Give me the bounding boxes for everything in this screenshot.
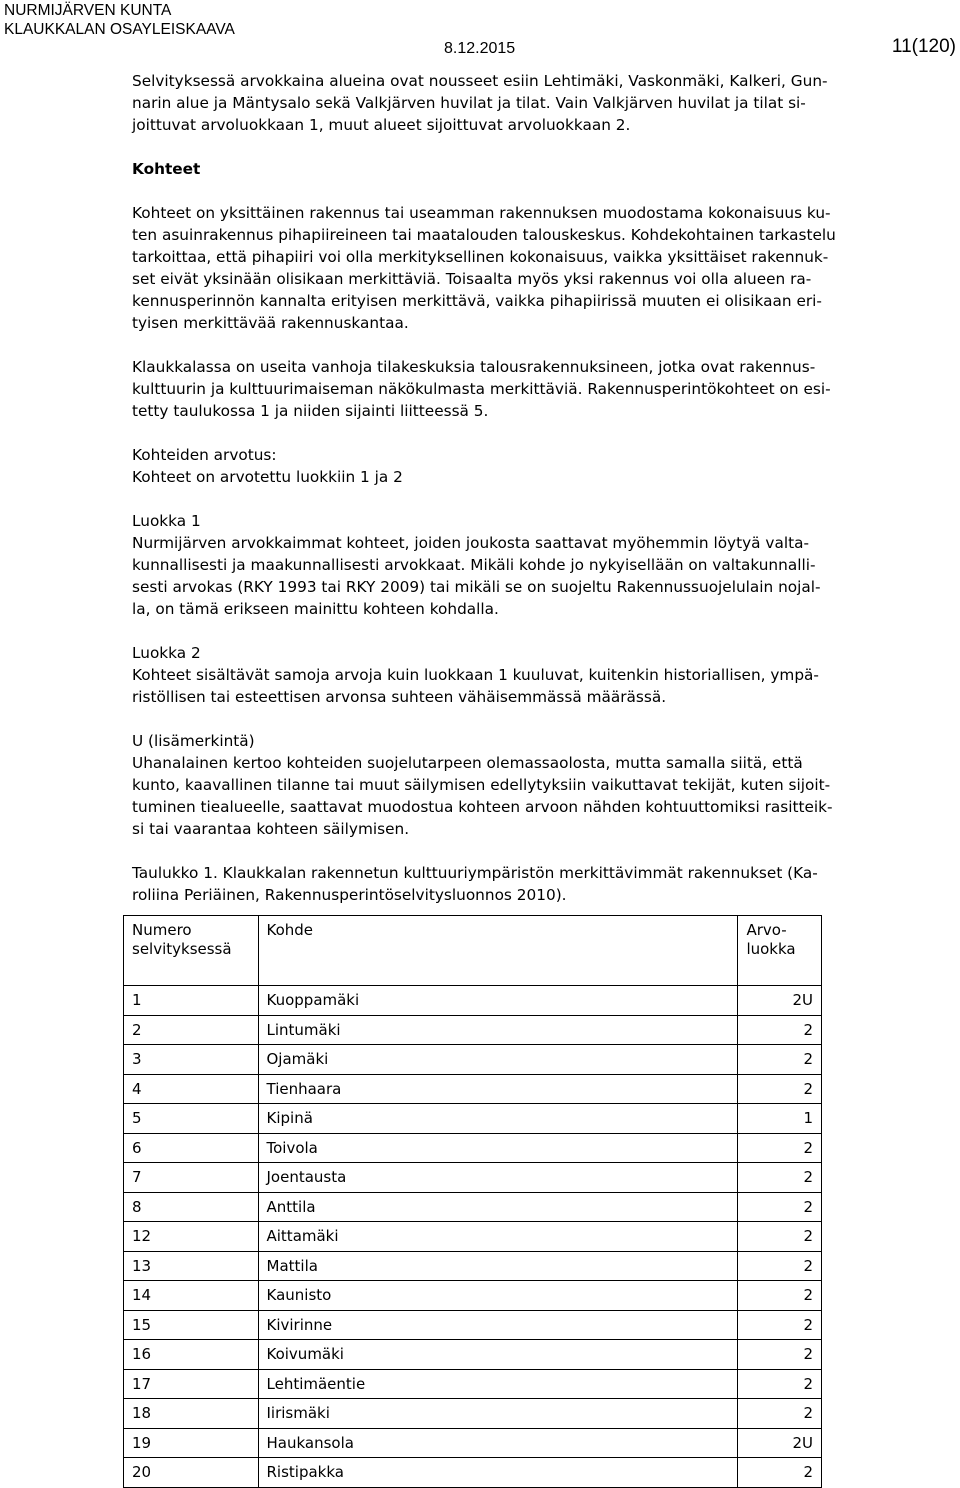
table-row [124, 1428, 822, 1458]
cell-name: Koivumäki [258, 1340, 738, 1370]
cell-number: 14 [124, 1281, 259, 1311]
cell-number: 2 [124, 1015, 259, 1045]
cell-name: Lehtimäentie [258, 1369, 738, 1399]
text-line: Selvityksessä arvokkaina alueina ovat nousseet esiin Lehtimäki, Vaskonmäki, Kalkeri, Gun- [132, 72, 828, 90]
text-line: Taulukko 1. Klaukkalan rakennetun kulttuuriympäristön merkittävimmät rakennukset (Ka- [132, 864, 818, 882]
table-row [124, 1310, 822, 1340]
table-row [124, 1222, 822, 1252]
text-line: tarkoittaa, että pihapiiri voi olla merkityksellinen kokonaisuus, vaikka yksittäiset rakennuk- [132, 248, 829, 266]
intro-paragraph [132, 70, 958, 136]
cell-class: 2 [738, 1281, 822, 1311]
cell-class: 2 [738, 1222, 822, 1252]
organization-name: NURMIJÄRVEN KUNTA [4, 2, 172, 19]
text-line: kennusperinnön kannalta erityisen merkittävä, vaikka pihapiirissä muuten ei olisikaan eri- [132, 292, 822, 310]
buildings-table [123, 915, 822, 1488]
cell-name: Kuoppamäki [258, 986, 738, 1016]
text-line: Uhanalainen kertoo kohteiden suojelutarpeen olemassaolosta, mutta samalla siitä, että [132, 754, 803, 772]
header-number: Numero selvityksessä [124, 916, 259, 986]
table-row [124, 1192, 822, 1222]
text-line: ten asuinrakennus pihapiireineen tai maatalouden talouskeskus. Kohdekohtainen tarkastelu [132, 226, 836, 244]
cell-number: 3 [124, 1045, 259, 1075]
cell-name: Kaunisto [258, 1281, 738, 1311]
text-line: ristöllisen tai esteettisen arvonsa suhteen vähäisemmässä määrässä. [132, 688, 667, 706]
cell-class: 2U [738, 986, 822, 1016]
cell-number: 1 [124, 986, 259, 1016]
table-row [124, 1458, 822, 1488]
arvotus-paragraph [132, 444, 958, 488]
table-row [124, 1251, 822, 1281]
text-line: la, on tämä erikseen mainittu kohteen kohdalla. [132, 600, 499, 618]
kohteet-paragraph [132, 202, 958, 334]
cell-class: 2 [738, 1340, 822, 1370]
table-caption [132, 862, 958, 906]
table-row [124, 1281, 822, 1311]
cell-number: 12 [124, 1222, 259, 1252]
text-line: Luokka 1 [132, 512, 201, 530]
cell-number: 13 [124, 1251, 259, 1281]
text-line: tyisen merkittävää rakennuskantaa. [132, 314, 409, 332]
cell-name: Haukansola [258, 1428, 738, 1458]
text-line: tetty taulukossa 1 ja niiden sijainti liitteessä 5. [132, 402, 489, 420]
text-line: Kohteet sisältävät samoja arvoja kuin luokkaan 1 kuuluvat, kuitenkin historiallisen, ympä- [132, 666, 819, 684]
header-name: Kohde [258, 916, 738, 986]
table-row [124, 1104, 822, 1134]
cell-class: 2 [738, 1163, 822, 1193]
cell-class: 2 [738, 1458, 822, 1488]
text-line: kunnallisesti ja maakunnallisesti arvokkaat. Mikäli kohde jo nykyisellään on valtakunnalli- [132, 556, 816, 574]
cell-number: 15 [124, 1310, 259, 1340]
cell-class: 1 [738, 1104, 822, 1134]
cell-number: 17 [124, 1369, 259, 1399]
section-heading: Kohteet [132, 160, 201, 178]
table-row [124, 1133, 822, 1163]
text-line: kulttuurin ja kulttuurimaiseman näkökulmasta merkittäviä. Rakennusperintökohteet on esi- [132, 380, 831, 398]
text-line: set eivät yksinään olisikaan merkittäviä. Toisaalta myös yksi rakennus voi olla alueen ra- [132, 270, 812, 288]
cell-class: 2 [738, 1369, 822, 1399]
cell-name: Kivirinne [258, 1310, 738, 1340]
cell-name: Anttila [258, 1192, 738, 1222]
text-line: Luokka 2 [132, 644, 201, 662]
document-body [132, 70, 958, 906]
cell-name: Iirismäki [258, 1399, 738, 1429]
luokka1-paragraph [132, 510, 958, 620]
text-line: roliina Periäinen, Rakennusperintöselvitysluonnos 2010). [132, 886, 567, 904]
cell-name: Lintumäki [258, 1015, 738, 1045]
text-line: sesti arvokas (RKY 1993 tai RKY 2009) tai mikäli se on suojeltu Rakennussuojelulain nojal- [132, 578, 821, 596]
cell-class: 2 [738, 1192, 822, 1222]
table-row [124, 986, 822, 1016]
text-line: kunto, kaavallinen tilanne tai muut säilymisen edellytyksiin vaikuttavat tekijät, kuten sijoit- [132, 776, 831, 794]
text-line: narin alue ja Mäntysalo sekä Valkjärven huvilat ja tilat. Vain Valkjärven huvilat ja tilat si- [132, 94, 806, 112]
document-date: 8.12.2015 [444, 40, 516, 57]
cell-name: Tienhaara [258, 1074, 738, 1104]
cell-class: 2 [738, 1133, 822, 1163]
table-row [124, 1074, 822, 1104]
cell-number: 18 [124, 1399, 259, 1429]
klaukkala-paragraph [132, 356, 958, 422]
cell-name: Joentausta [258, 1163, 738, 1193]
cell-number: 5 [124, 1104, 259, 1134]
text-line: Kohteiden arvotus: [132, 446, 277, 464]
cell-name: Ristipakka [258, 1458, 738, 1488]
table-row [124, 1163, 822, 1193]
table-row [124, 1340, 822, 1370]
cell-class: 2 [738, 1074, 822, 1104]
cell-name: Kipinä [258, 1104, 738, 1134]
cell-number: 6 [124, 1133, 259, 1163]
cell-number: 8 [124, 1192, 259, 1222]
text-line: Klaukkalassa on useita vanhoja tilakeskuksia talousrakennuksineen, jotka ovat rakennus- [132, 358, 816, 376]
cell-number: 19 [124, 1428, 259, 1458]
cell-name: Toivola [258, 1133, 738, 1163]
table-row [124, 1015, 822, 1045]
text-line: si tai vaarantaa kohteen säilymisen. [132, 820, 410, 838]
cell-class: 2 [738, 1310, 822, 1340]
page-number: 11(120) [891, 36, 956, 57]
cell-name: Aittamäki [258, 1222, 738, 1252]
text-line: joittuvat arvoluokkaan 1, muut alueet sijoittuvat arvoluokkaan 2. [132, 116, 631, 134]
cell-class: 2 [738, 1251, 822, 1281]
cell-name: Ojamäki [258, 1045, 738, 1075]
text-line: Nurmijärven arvokkaimmat kohteet, joiden joukosta saattavat myöhemmin löytyä valta- [132, 534, 809, 552]
table-row [124, 1369, 822, 1399]
table-row [124, 1045, 822, 1075]
document-name: KLAUKKALAN OSAYLEISKAAVA [4, 21, 235, 38]
table-row [124, 1399, 822, 1429]
cell-number: 4 [124, 1074, 259, 1104]
text-line: U (lisämerkintä) [132, 732, 255, 750]
text-line: tuminen tiealueelle, saattavat muodostua kohteen arvoon nähden kohtuuttomiksi rasitteik- [132, 798, 833, 816]
cell-number: 16 [124, 1340, 259, 1370]
header-class: Arvo- luokka [738, 916, 822, 986]
lisamerkinta-paragraph [132, 730, 958, 840]
table-header-row [124, 916, 822, 986]
cell-class: 2 [738, 1399, 822, 1429]
cell-class: 2U [738, 1428, 822, 1458]
luokka2-paragraph [132, 642, 958, 708]
cell-number: 20 [124, 1458, 259, 1488]
text-line: Kohteet on arvotettu luokkiin 1 ja 2 [132, 468, 403, 486]
cell-number: 7 [124, 1163, 259, 1193]
text-line: Kohteet on yksittäinen rakennus tai useamman rakennuksen muodostama kokonaisuus ku- [132, 204, 831, 222]
cell-class: 2 [738, 1045, 822, 1075]
cell-name: Mattila [258, 1251, 738, 1281]
cell-class: 2 [738, 1015, 822, 1045]
